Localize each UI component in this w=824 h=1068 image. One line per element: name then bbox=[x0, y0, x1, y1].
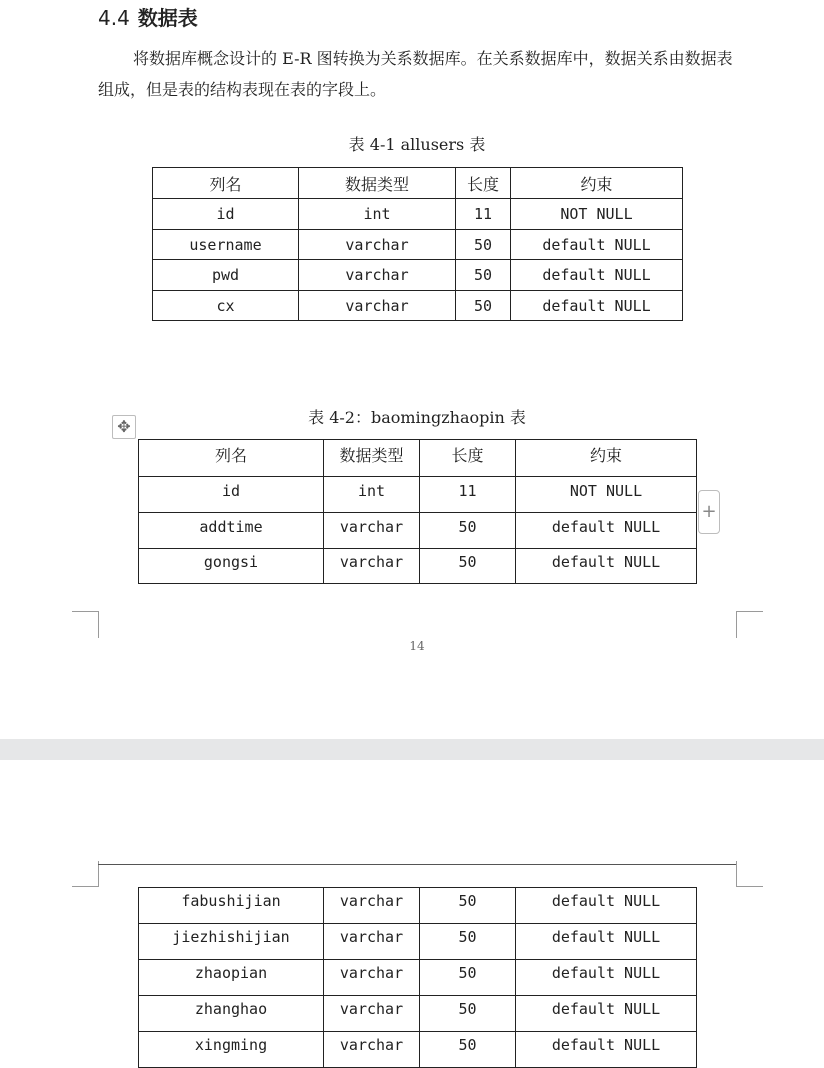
crop-mark bbox=[72, 611, 99, 638]
table-row bbox=[153, 291, 683, 321]
cell: zhanghao bbox=[139, 996, 324, 1032]
cell: 11 bbox=[420, 477, 516, 513]
page-gap bbox=[0, 739, 824, 760]
cell: int bbox=[324, 477, 420, 513]
table-row bbox=[139, 996, 697, 1032]
table-row bbox=[139, 924, 697, 960]
cell: xingming bbox=[139, 1032, 324, 1068]
header-cell: 数据类型 bbox=[324, 440, 420, 477]
table-row bbox=[139, 513, 697, 549]
cell: 50 bbox=[420, 1032, 516, 1068]
page-number: 14 bbox=[409, 639, 425, 653]
cell: 50 bbox=[420, 996, 516, 1032]
table2-caption: 表 4-2：baomingzhaopin 表 bbox=[308, 408, 526, 427]
cell: 50 bbox=[456, 260, 511, 291]
cell: username bbox=[153, 230, 299, 260]
cell: NOT NULL bbox=[511, 199, 683, 230]
cell: fabushijian bbox=[139, 888, 324, 924]
cell: varchar bbox=[324, 924, 420, 960]
cell: jiezhishijian bbox=[139, 924, 324, 960]
header-cell: 约束 bbox=[516, 440, 697, 477]
crop-mark bbox=[72, 861, 99, 887]
header-cell: 长度 bbox=[456, 168, 511, 199]
cell: id bbox=[139, 477, 324, 513]
header-cell: 约束 bbox=[511, 168, 683, 199]
cell: int bbox=[299, 199, 456, 230]
cell: addtime bbox=[139, 513, 324, 549]
table-baomingzhaopin-continued bbox=[138, 887, 697, 1068]
cell: default NULL bbox=[516, 996, 697, 1032]
crop-mark bbox=[736, 861, 763, 887]
body-paragraph bbox=[98, 43, 743, 105]
table-row bbox=[139, 960, 697, 996]
cell: varchar bbox=[324, 996, 420, 1032]
cell: default NULL bbox=[516, 513, 697, 549]
cell: default NULL bbox=[516, 888, 697, 924]
table-header-row bbox=[139, 440, 697, 477]
table-row bbox=[139, 888, 697, 924]
table1-caption: 表 4-1 allusers 表 bbox=[348, 135, 486, 154]
header-cell: 长度 bbox=[420, 440, 516, 477]
plus-icon[interactable]: + bbox=[698, 490, 720, 534]
cell: default NULL bbox=[516, 924, 697, 960]
header-cell: 列名 bbox=[139, 440, 324, 477]
cell: zhaopian bbox=[139, 960, 324, 996]
header-cell: 数据类型 bbox=[299, 168, 456, 199]
cell: varchar bbox=[324, 960, 420, 996]
cell: id bbox=[153, 199, 299, 230]
cell: 50 bbox=[420, 549, 516, 584]
cell: 50 bbox=[420, 888, 516, 924]
cell: default NULL bbox=[516, 1032, 697, 1068]
cell: default NULL bbox=[511, 260, 683, 291]
table-row bbox=[139, 1032, 697, 1068]
cell: 50 bbox=[456, 291, 511, 321]
table-row bbox=[139, 549, 697, 584]
cell: varchar bbox=[299, 260, 456, 291]
table-row bbox=[139, 477, 697, 513]
section-heading bbox=[98, 2, 198, 31]
cell: varchar bbox=[324, 549, 420, 584]
cell: gongsi bbox=[139, 549, 324, 584]
table-baomingzhaopin bbox=[138, 439, 697, 584]
cell: varchar bbox=[324, 888, 420, 924]
crop-mark bbox=[736, 611, 763, 638]
section-title: 数据表 bbox=[137, 6, 198, 30]
cell: default NULL bbox=[511, 230, 683, 260]
cell: pwd bbox=[153, 260, 299, 291]
cell: default NULL bbox=[516, 549, 697, 584]
cell: default NULL bbox=[511, 291, 683, 321]
cell: 50 bbox=[420, 924, 516, 960]
cell: 11 bbox=[456, 199, 511, 230]
cell: default NULL bbox=[516, 960, 697, 996]
cell: varchar bbox=[324, 513, 420, 549]
move-icon[interactable]: ✥ bbox=[112, 415, 136, 439]
cell: 50 bbox=[420, 513, 516, 549]
cell: 50 bbox=[420, 960, 516, 996]
paragraph-text: 将数据库概念设计的 E-R 图转换为关系数据库。在关系数据库中，数据关系由数据表组成，但是表的结构表现在表的字段上。 bbox=[98, 49, 733, 99]
header-line bbox=[98, 864, 736, 865]
table-row bbox=[153, 199, 683, 230]
cell: NOT NULL bbox=[516, 477, 697, 513]
table-header-row bbox=[153, 168, 683, 199]
cell: varchar bbox=[299, 291, 456, 321]
cell: cx bbox=[153, 291, 299, 321]
table-row bbox=[153, 230, 683, 260]
section-number: 4.4 bbox=[98, 6, 130, 30]
cell: varchar bbox=[324, 1032, 420, 1068]
cell: varchar bbox=[299, 230, 456, 260]
cell: 50 bbox=[456, 230, 511, 260]
header-cell: 列名 bbox=[153, 168, 299, 199]
table-row bbox=[153, 260, 683, 291]
table-allusers bbox=[152, 167, 683, 321]
